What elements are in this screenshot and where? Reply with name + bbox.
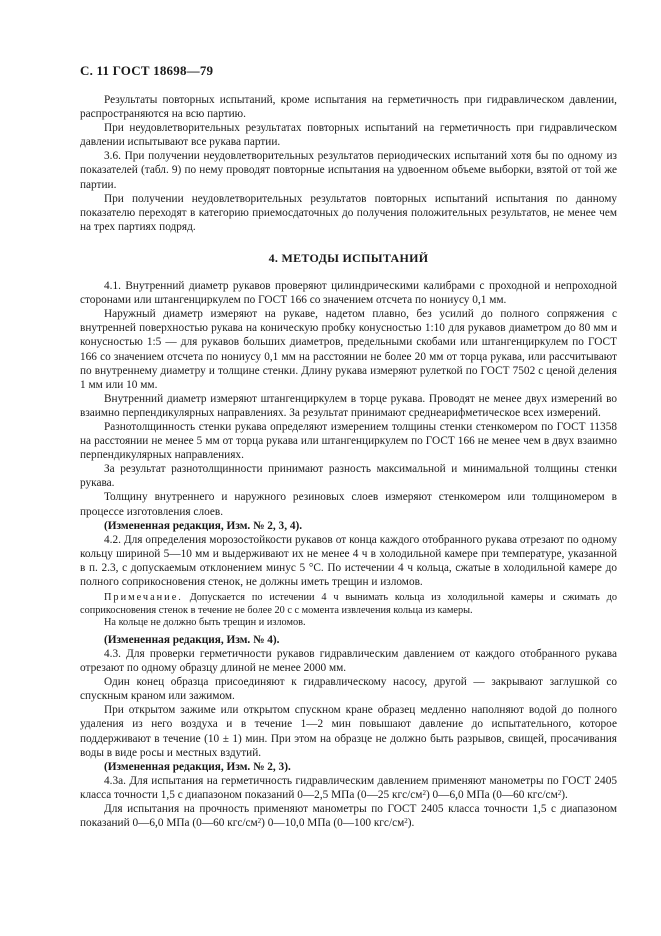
edit-note: (Измененная редакция, Изм. № 4). <box>104 633 280 646</box>
paragraph: Разнотолщинность стенки рукава определяют измерением толщины стенки стенкомером по ГОСТ 11358 на расстоянии не менее 5 мм от торца рукава или штангенциркулем по ГОСТ 166 не менее чем в двух взаимно перпендикулярных направлениях. <box>80 420 617 462</box>
paragraph: При неудовлетворительных результатах повторных испытаний на герметичность при гидравлическом давлении испытывают все рукава партии. <box>80 122 617 149</box>
paragraph: 4.2. Для определения морозостойкости рукавов от конца каждого отобранного рукава отрезают по одному кольцу шириной 5—10 мм и выдерживают их не менее 4 ч в холодильной камере при температуре, указанной в п. 2.3, с допускаемым отклонением минус 5 °С. По истечении 4 ч кольца, сжатые в холодильной камере до полного соприкосновения стенок, не должны иметь трещин и изломов. <box>80 533 617 588</box>
paragraph: За результат разнотолщинности принимают разность максимальной и минимальной толщины стенки рукава. <box>80 463 617 490</box>
note-line: На кольце не должно быть трещин и изломов. <box>104 617 306 629</box>
edit-note: (Измененная редакция, Изм. № 2, 3, 4). <box>104 519 303 532</box>
paragraph: Толщину внутреннего и наружного резиновых слоев измеряют стенкомером или толщиномером в процессе изготовления слоев. <box>80 491 617 518</box>
edit-note: (Измененная редакция, Изм. № 2, 3). <box>104 760 291 773</box>
paragraph: 4.3. Для проверки герметичности рукавов гидравлическим давлением от каждого отобранного рукава отрезают по одному образцу длиной не менее 2000 мм. <box>80 647 617 675</box>
note <box>80 592 617 617</box>
page-content <box>80 93 617 830</box>
paragraph: 4.3а. Для испытания на герметичность гидравлическим давлением применяют манометры по ГОСТ 2405 класса точности 1,5 с диапазоном показаний 0—2,5 МПа (0—25 кгс/$см^2$) 0—6,0 МПа (0—60 кгс/$см^2$). <box>80 774 617 801</box>
paragraph: При открытом зажиме или открытом спускном кране образец медленно наполняют водой до полного удаления из него воздуха и в течение 1—2 мин повышают давление до испытательного, которое поддерживают в течение (10 ± 1) мин. При этом на образце не должно быть разрывов, свищей, просачивания воды в виде росы и местных вздутий. <box>80 704 617 759</box>
paragraph: При получении неудовлетворительных результатов повторных испытаний испытания по данному показателю переходят в категорию приемосдаточных до получения положительных результатов, не менее чем на трех партиях подряд. <box>80 192 617 233</box>
paragraph: 3.6. При получении неудовлетворительных результатов периодических испытаний хотя бы по одному из показателей (табл. 9) по нему проводят повторные испытания на удвоенном объеме выборки, взятой от той же партии. <box>80 150 617 191</box>
paragraph: Результаты повторных испытаний, кроме испытания на герметичность при гидравлическом давлении, распространяются на всю партию. <box>80 94 617 121</box>
paragraph: Внутренний диаметр измеряют штангенциркулем в торце рукава. Проводят не менее двух измерений во взаимно перпендикулярных направлениях. За результат принимают среднеарифметическое всех измерений. <box>80 392 617 419</box>
paragraph: Наружный диаметр измеряют на рукаве, надетом плавно, без усилий до полного сопряжения с внутренней поверхностью рукава на коническую пробку конусностью 1:10 для рукавов диаметром до 80 мм и конусностью 1:5 — для рукавов больших диаметров, предельными скобами или штангенциркулем по ГОСТ 166 со значением отсчета по нониусу 0,1 мм на расстоянии не более 20 мм от торца рукава, или рассчитывают по внутреннему диаметру и толщине стенки. Длину рукава измеряют рулеткой по ГОСТ 7502 с ценой деления 1 мм или 10 мм. <box>80 308 617 391</box>
paragraph: Один конец образца присоединяют к гидравлическому насосу, другой — закрывают заглушкой со спускным краном или зажимом. <box>80 676 617 703</box>
paragraph: Для испытания на прочность применяют манометры по ГОСТ 2405 класса точности 1,5 с диапазоном показаний 0—6,0 МПа (0—60 кгс/$см^2$) 0—10,0 МПа (0—100 кгс/$см^2$). <box>80 803 617 830</box>
note-text: Допускается по истечении 4 ч вынимать кольца из холодильной камеры и сжимать до соприкосновения стенок в течение не более 20 с с момента извлечения кольца из камеры. <box>80 592 617 616</box>
page-header: С. 11 ГОСТ 18698—79 <box>80 63 214 78</box>
paragraph: 4.1. Внутренний диаметр рукавов проверяют цилиндрическими калибрами с проходной и непроходной сторонами или штангенциркулем по ГОСТ 166 со значением отсчета по нониусу 0,1 мм. <box>80 280 617 307</box>
section-title: 4. МЕТОДЫ ИСПЫТАНИЙ <box>268 250 429 265</box>
note-label: Примечание. <box>104 592 183 604</box>
